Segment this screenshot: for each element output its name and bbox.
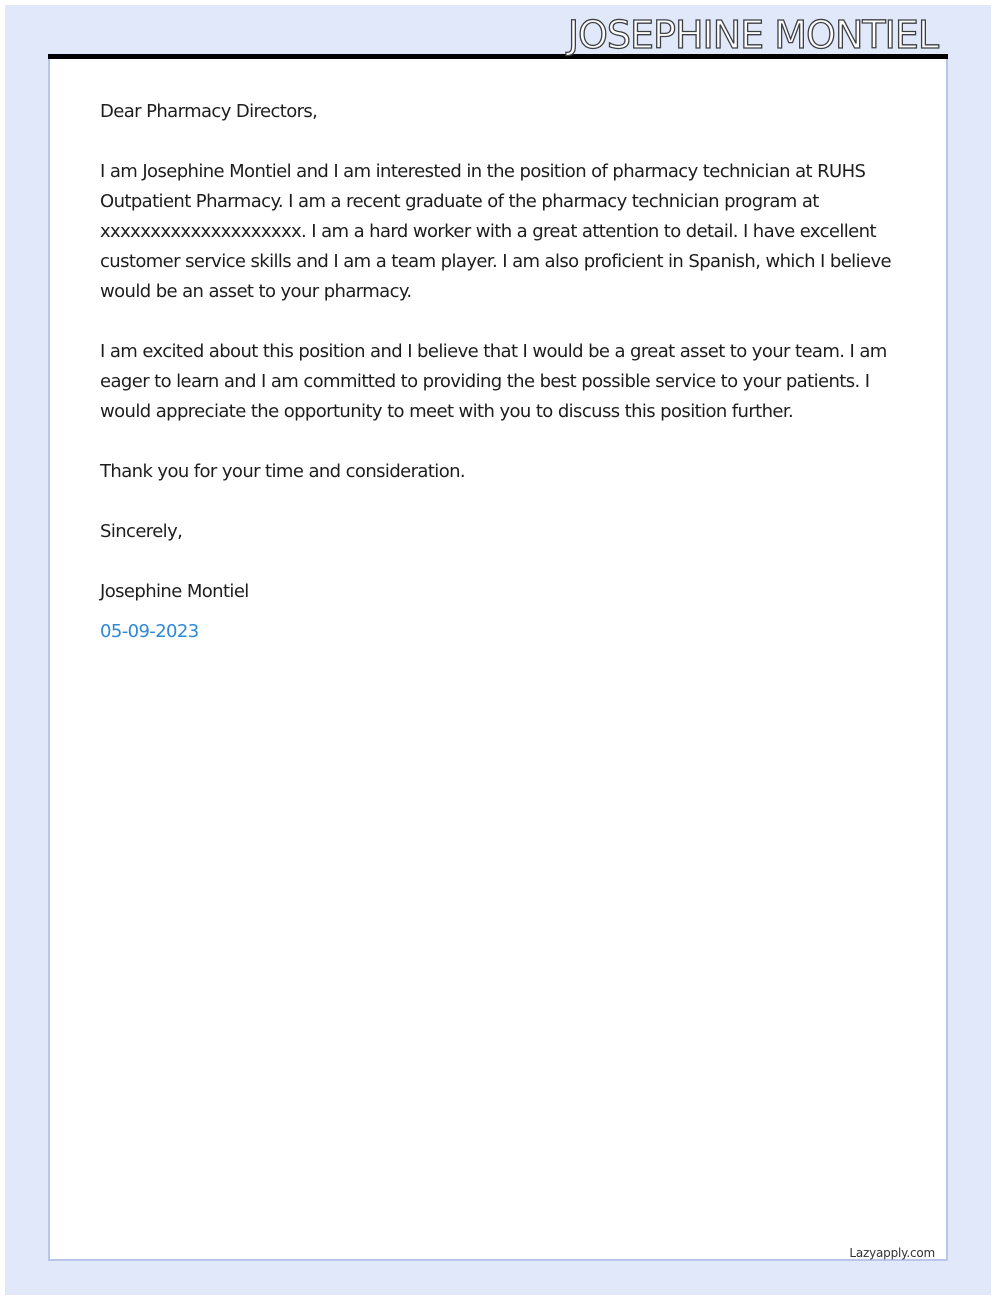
body-paragraph-intro: I am Josephine Montiel and I am interested in the position of pharmacy technician at RUHS Outpatient Pharmacy. I am a recent graduate of the pharmacy technician program at xxxxxxxxxxxxxxxxxxxx. I am a hard worker with a great attention to detail. I have excellent customer service skills and I am a team player. I am also proficient in Spanish, which I believe would be an asset to your pharmacy. xyxy=(100,161,891,302)
signature-name: Josephine Montiel xyxy=(100,581,249,602)
salutation: Dear Pharmacy Directors, xyxy=(100,101,318,122)
applicant-name-heading: JOSEPHINE MONTIEL xyxy=(567,13,938,57)
body-paragraph-interest: I am excited about this position and I believe that I would be a great asset to your team. I am eager to learn and I am committed to providing the best possible service to your patients. I would appreciate the opportunity to meet with you to discuss this position further. xyxy=(100,341,887,422)
body-paragraph-thanks: Thank you for your time and consideration. xyxy=(100,461,466,482)
closing: Sincerely, xyxy=(100,521,183,542)
cover-letter-body xyxy=(100,97,900,677)
letter-date: 05-09-2023 xyxy=(100,621,199,642)
footer-brand-link[interactable]: Lazyapply.com xyxy=(849,1246,935,1260)
